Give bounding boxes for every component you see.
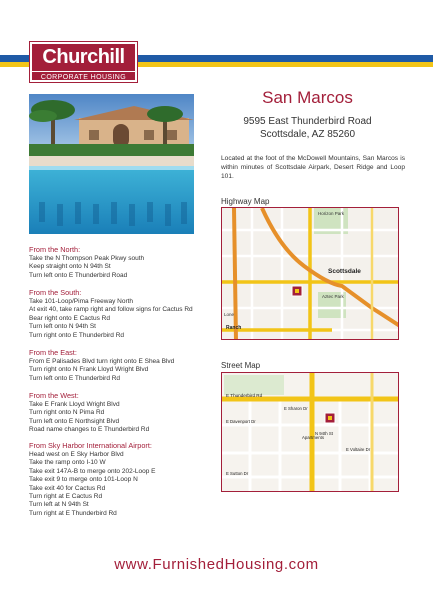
highway-map [221, 207, 399, 340]
direction-step: Turn right at E Thunderbird Rd [29, 509, 117, 517]
directions-heading: From the West: [29, 391, 79, 400]
street-map-caption: Street Map [221, 361, 261, 370]
directions-west [29, 391, 219, 435]
pool-photo-image [29, 94, 194, 234]
highway-map-caption: Highway Map [221, 197, 270, 206]
direction-step: Turn right at E Cactus Rd [29, 493, 103, 501]
logo-wordmark: Churchill [42, 46, 125, 68]
direction-step: Turn left onto E Northsight Blvd [29, 417, 120, 425]
map-label-ranch: Ranch [226, 325, 242, 331]
direction-step: Bear right onto E Cactus Rd [29, 314, 110, 322]
churchill-logo [30, 42, 137, 82]
directions-south [29, 288, 219, 340]
direction-step: Turn right onto N Frank Lloyd Wright Blvd [29, 366, 149, 374]
address-line-2: Scottsdale, AZ 85260 [259, 129, 356, 140]
directions-airport [29, 441, 219, 518]
map-label-scottsdale: Scottsdale [328, 268, 361, 275]
direction-step: Turn left onto N 94th St [29, 323, 96, 331]
street-label-voltaire: E Voltaire Dr [346, 447, 371, 452]
property-title: San Marcos [262, 88, 353, 107]
directions-heading: From Sky Harbor International Airport: [29, 441, 152, 450]
street-map-graphic [222, 373, 399, 492]
logo-tagline: CORPORATE HOUSING [32, 71, 135, 82]
direction-step: Turn right onto E Thunderbird Rd [29, 331, 125, 339]
direction-step: Turn right onto N Pima Rd [29, 409, 105, 417]
map-label-lone: Lone [224, 312, 235, 317]
directions-north [29, 245, 219, 280]
property-description: Located at the foot of the McDowell Mountains, San Marcos is within minutes of Scottsdale Airpark, Desert Ridge and Loop 101. [221, 155, 405, 180]
website-url[interactable]: www.FurnishedHousing.com [114, 556, 319, 573]
directions-heading: From the East: [29, 348, 77, 357]
street-label-sharon: E Sharon Dr [284, 406, 308, 411]
street-label-apartments: Apartments [302, 435, 324, 440]
direction-step: Head west on E Sky Harbor Blvd [29, 451, 124, 458]
direction-step: Turn left onto E Thunderbird Rd [29, 374, 121, 382]
street-label-94th: N 94th St [315, 431, 333, 436]
direction-step: From E Palisades Blvd turn right onto E Shea Blvd [29, 358, 175, 365]
direction-step: Take E Frank Lloyd Wright Blvd [29, 401, 120, 408]
directions-east [29, 348, 219, 383]
address-line-1: 9595 East Thunderbird Road [243, 116, 372, 127]
directions-heading: From the South: [29, 288, 82, 297]
direction-step: Take the N Thompson Peak Pkwy south [29, 255, 145, 262]
direction-step: Road name changes to E Thunderbird Rd [29, 426, 150, 434]
direction-step: Turn left onto E Thunderbird Road [29, 271, 128, 279]
direction-step: Take exit 40 for Cactus Rd [29, 484, 106, 492]
direction-step: Take the ramp onto I-10 W [29, 459, 106, 467]
direction-step: Take 101-Loop/Pima Freeway North [29, 298, 134, 305]
map-label-aztec-park: Aztec Park [322, 294, 344, 299]
directions-heading: From the North: [29, 245, 81, 254]
street-label-sutton: E Sutton Dr [226, 471, 249, 476]
map-label-horizon-park: Horizon Park [318, 211, 345, 216]
direction-step: Take exit 147A-B to merge onto 202-Loop E [29, 467, 156, 475]
street-label-thunderbird: E Thunderbird Rd [226, 393, 263, 398]
highway-map-graphic [222, 208, 399, 340]
street-map [221, 372, 399, 492]
direction-step: Take exit 9 to merge onto 101-Loop N [29, 476, 138, 484]
direction-step: Keep straight onto N 94th St [29, 263, 111, 271]
property-photo [29, 94, 194, 234]
direction-step: At exit 40, take ramp right and follow signs for Cactus Rd [29, 306, 193, 314]
street-label-davenport: E Davenport Dr [226, 419, 256, 424]
direction-step: Turn left at N 94th St [29, 501, 89, 509]
